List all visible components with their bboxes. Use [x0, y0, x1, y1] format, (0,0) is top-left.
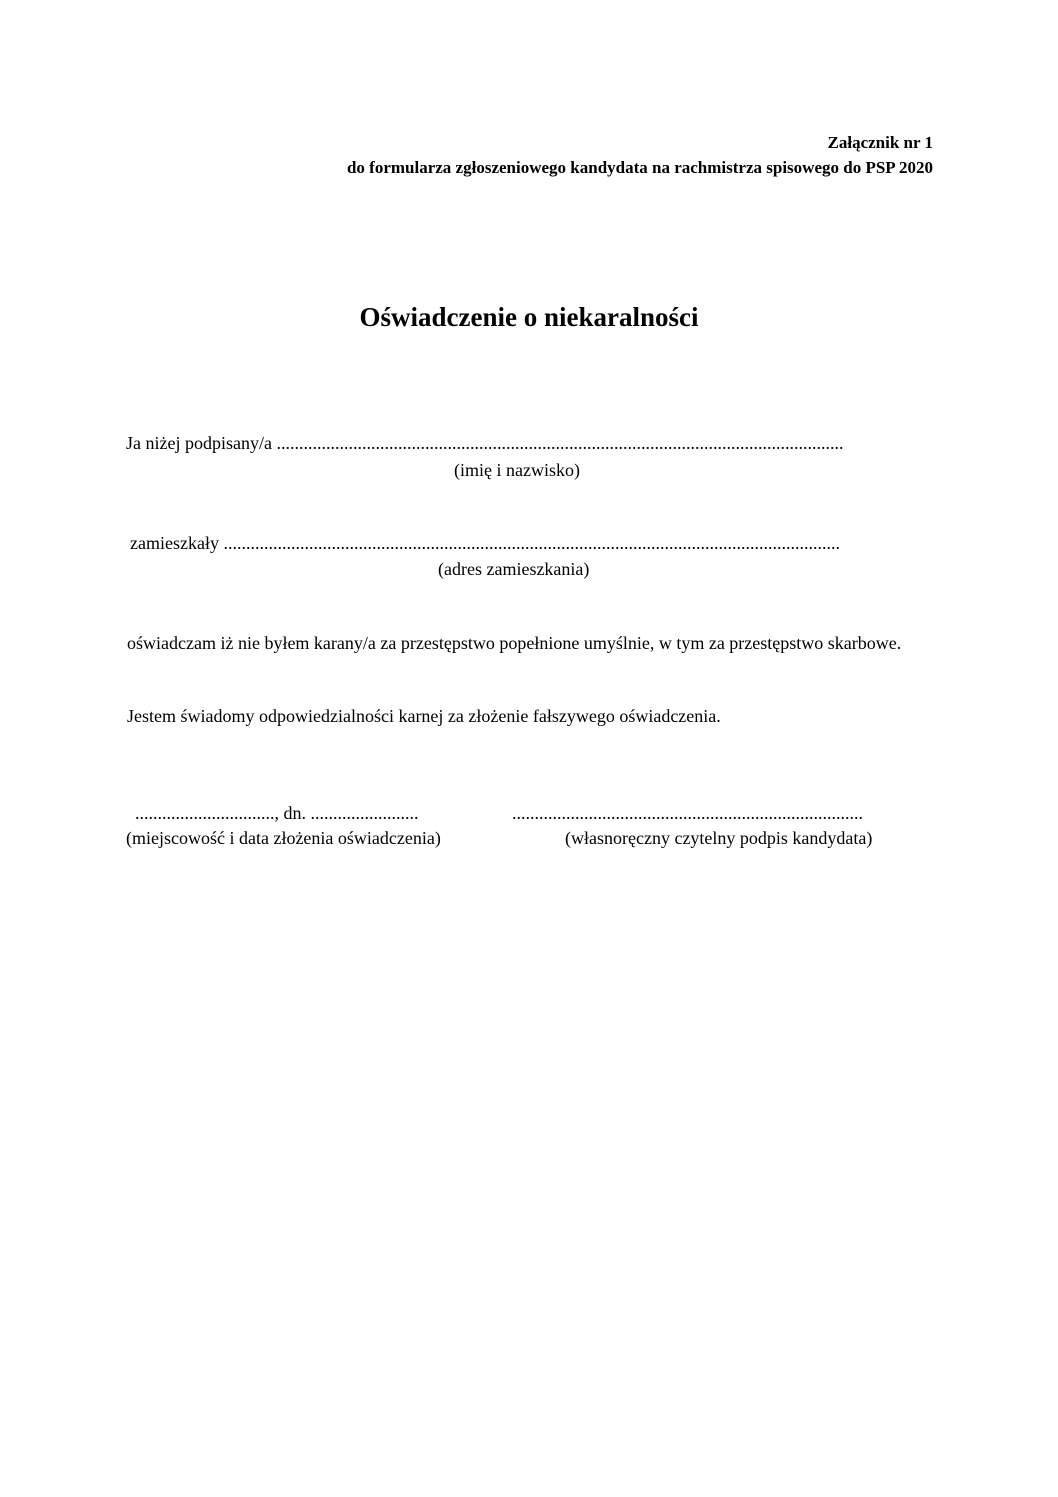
address-line: zamieszkały ......................................................................................................................................... [130, 533, 840, 553]
place-date-line: ..............................., dn. ........................ [135, 803, 419, 823]
awareness-paragraph: Jestem świadomy odpowiedzialności karnej za złożenie fałszywego oświadczenia. [127, 706, 721, 726]
document-title: Oświadczenie o niekaralności [359, 302, 699, 332]
statement-paragraph: oświadczam iż nie byłem karany/a za przestępstwo popełnione umyślnie, w tym za przestępstwo skarbowe. [127, 633, 902, 653]
annex-number: Załącznik nr 1 [827, 133, 933, 152]
address-caption: (adres zamieszkania) [438, 559, 590, 579]
annex-description: do formularza zgłoszeniowego kandydata na rachmistrza spisowego do PSP 2020 [346, 158, 933, 177]
annex-header [347, 130, 933, 180]
signature-caption: (własnoręczny czytelny podpis kandydata) [565, 828, 873, 848]
name-caption: (imię i nazwisko) [454, 460, 580, 480]
place-date-caption: (miejscowość i data złożenia oświadczenia) [126, 828, 441, 848]
signature-line: .............................................................................. [512, 803, 863, 823]
name-line: Ja niżej podpisany/a .............................................................................................................................. [126, 433, 844, 453]
